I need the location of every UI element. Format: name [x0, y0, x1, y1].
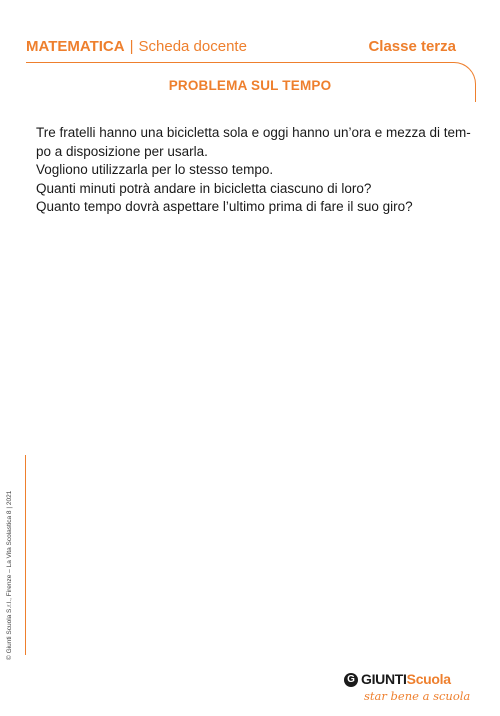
giunti-logo-icon: G — [344, 673, 358, 687]
problem-line: Quanti minuti potrà andare in bicicletta ciascuno di loro? — [36, 180, 372, 196]
problem-line: po a disposizione per usarla. — [36, 143, 208, 159]
publisher-logo — [344, 670, 474, 706]
logo-brand-main: GIUNTI — [361, 671, 407, 687]
logo-tagline: star bene a scuola — [364, 689, 471, 703]
side-rule — [25, 455, 26, 655]
subject-label: MATEMATICA — [26, 38, 125, 55]
header-separator: | — [129, 38, 134, 55]
logo-brand-accent: Scuola — [406, 671, 451, 687]
sheet-type-label: Scheda docente — [138, 38, 247, 55]
logo-wordmark — [361, 671, 451, 687]
problem-text — [36, 124, 476, 217]
problem-line: Vogliono utilizzarla per lo stesso tempo. — [36, 162, 274, 177]
problem-line: Quanto tempo dovrà aspettare l’ultimo prima di fare il suo giro? — [36, 199, 413, 214]
header-left — [26, 38, 247, 55]
page-title: PROBLEMA SUL TEMPO — [168, 78, 332, 93]
header-rule — [26, 62, 446, 63]
problem-line: Tre fratelli hanno una bicicletta sola e oggi hanno un’ora e mezza di tem- — [36, 125, 471, 140]
copyright-credit: © Giunti Scuola S.r.l., Firenze – La Vita Scolastica 8 | 2021 — [6, 490, 13, 660]
grade-label: Classe terza — [368, 38, 456, 55]
